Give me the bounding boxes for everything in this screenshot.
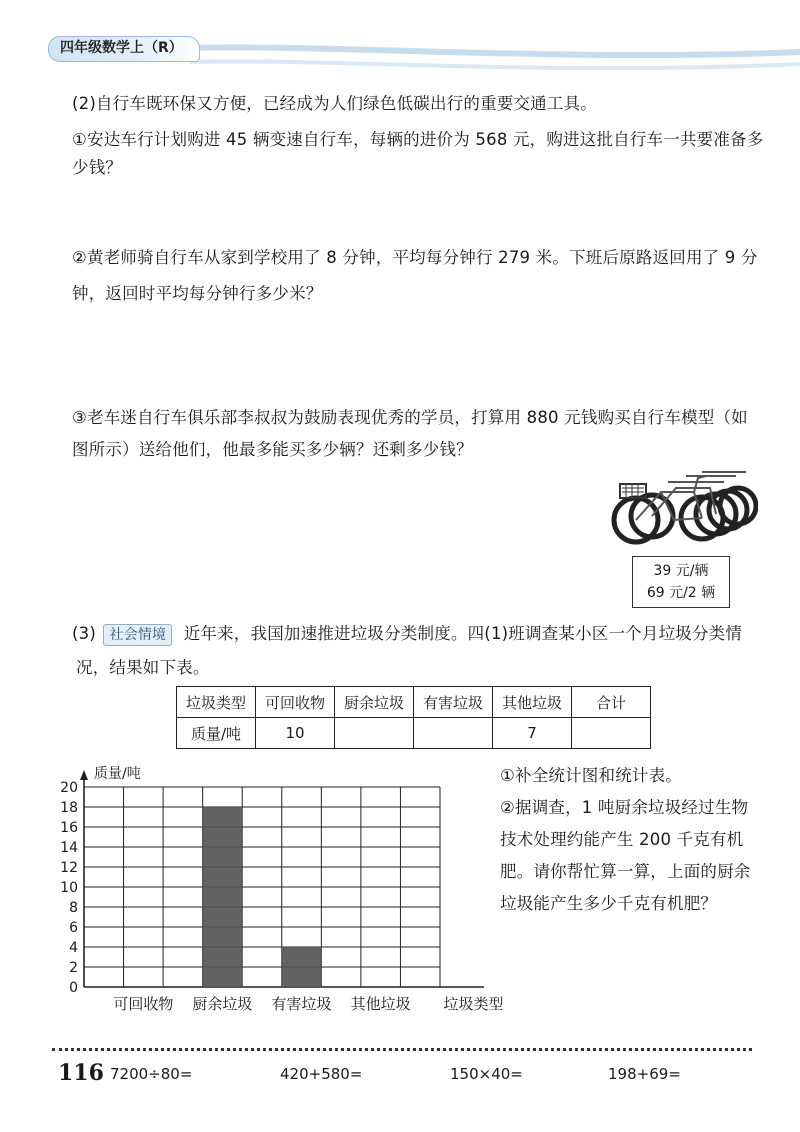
section3-intro-text: 近年来，我国加速推进垃圾分类制度。四(1)班调查某小区一个月垃圾分类情 [183,624,743,643]
footer-divider [52,1048,752,1051]
y-tick-label: 10 [60,880,78,896]
price-pair: 69 元/2 辆 [646,585,716,601]
bar-有害垃圾 [282,947,322,987]
y-axis-arrow [80,770,88,780]
bicycle-price-box [632,556,730,608]
task-2-line2: 技术处理约能产生 200 千克有机 [500,830,744,849]
table-header-cell: 有害垃圾 [414,687,493,718]
question-1-line1: ①安达车行计划购进 45 辆变速自行车，每辆的进价为 568 元，购进这批自行车一共要准备多 [72,130,764,149]
y-tick-label: 2 [69,960,78,976]
question-1-line2: 少钱？ [72,158,123,177]
footer-calc: 7200÷80= [110,1065,193,1083]
y-tick-label: 18 [60,800,78,816]
category-label: 厨余垃圾 [192,995,253,1012]
question-3-line1: ③老车迷自行车俱乐部李叔叔为鼓励表现优秀的学员，打算用 880 元钱购买自行车模型（如 [72,408,748,427]
garbage-bar-chart [50,762,510,1012]
table-row-label: 质量/吨 [177,718,256,749]
task-2-line1: ②据调查，1 吨厨余垃圾经过生物 [500,798,749,817]
table-header-row [177,687,651,718]
question-2-line2: 钟，返回时平均每分钟行多少米？ [72,284,323,303]
section3-line2: 况，结果如下表。 [76,658,210,677]
table-cell: 7 [493,718,572,749]
y-tick-label: 14 [60,840,78,856]
table-header-cell: 可回收物 [256,687,335,718]
page-number: 116 [58,1060,104,1086]
page-header-title: 四年级数学上（R） [60,40,183,56]
question-2-line1: ②黄老师骑自行车从家到学校用了 8 分钟，平均每分钟行 279 米。下班后原路返回用了 9 分 [72,248,758,267]
y-tick-label: 20 [60,780,78,796]
section3-label: (3) [72,624,96,643]
category-label: 可回收物 [113,995,174,1012]
table-header-cell: 其他垃圾 [493,687,572,718]
table-header-cell: 合计 [572,687,651,718]
social-context-tag: 社会情境 [103,624,172,646]
table-cell: 10 [256,718,335,749]
section3-line1 [72,622,742,646]
task-1: ①补全统计图和统计表。 [500,766,682,785]
section2-intro: (2)自行车既环保又方便，已经成为人们绿色低碳出行的重要交通工具。 [72,94,597,113]
y-axis-label: 质量/吨 [94,766,141,782]
y-tick-label: 8 [69,900,78,916]
task-2-line4: 垃圾能产生多少千克有机肥？ [500,894,718,913]
y-tick-label: 4 [69,940,78,956]
category-label: 有害垃圾 [271,995,332,1012]
question-3-line2: 图所示）送给他们，他最多能买多少辆？还剩多少钱？ [72,440,473,459]
bar-厨余垃圾 [203,807,243,987]
table-cell [572,718,651,749]
y-tick-label: 0 [69,980,78,996]
garbage-statistics-table [176,686,651,749]
footer-calc: 420+580= [280,1065,363,1083]
table-row [177,718,651,749]
task-2-line3: 肥。请你帮忙算一算，上面的厨余 [500,862,751,881]
table-cell [335,718,414,749]
price-single: 39 元/辆 [653,563,709,579]
table-header-cell: 厨余垃圾 [335,687,414,718]
x-axis-label: 垃圾类型 [443,995,504,1012]
y-tick-label: 6 [69,920,78,936]
y-tick-label: 12 [60,860,78,876]
footer-calc: 150×40= [450,1065,523,1083]
bicycle-models-illustration [606,462,758,552]
y-tick-label: 16 [60,820,78,836]
table-header-cell: 垃圾类型 [177,687,256,718]
table-cell [414,718,493,749]
category-label: 其他垃圾 [350,995,411,1012]
footer-calc: 198+69= [608,1065,681,1083]
